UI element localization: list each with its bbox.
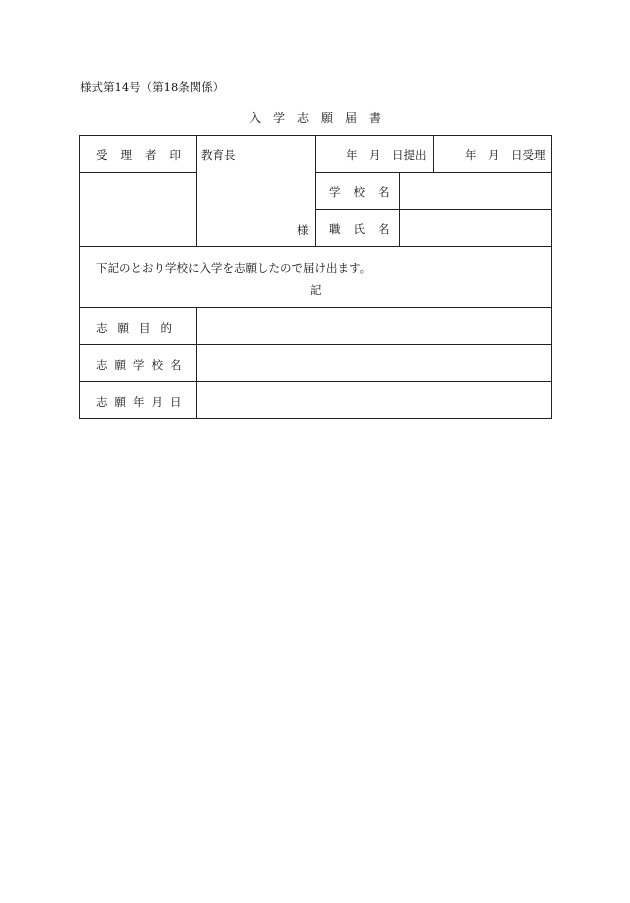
divider-row-2 [79, 381, 552, 382]
target-school-label: 志願学校名 [96, 358, 189, 372]
staff-name-label: 職氏名 [329, 222, 403, 236]
divider-label-column [196, 307, 197, 418]
divider-row-1 [79, 344, 552, 345]
divider-statement [79, 307, 552, 308]
table-border-bottom [79, 418, 552, 419]
purpose-label: 志願目的 [96, 321, 182, 335]
accept-date-label: 年 月 日受理 [465, 148, 546, 162]
receiver-seal-label: 受理者印 [96, 148, 194, 162]
submit-date-label: 年 月 日提出 [346, 148, 427, 162]
divider-top-block [79, 246, 552, 247]
divider-seal [196, 135, 197, 246]
application-date-label: 志願年月日 [96, 395, 189, 409]
divider-school-row [315, 209, 551, 210]
table-border-right [551, 135, 552, 419]
divider-addressee [315, 135, 316, 246]
honorific-label: 様 [297, 223, 309, 237]
ki-marker: 記 [310, 283, 322, 297]
divider-dates [433, 135, 434, 172]
statement-text: 下記のとおり学校に入学を志願したので届け出ます。 [96, 261, 372, 275]
document-title: 入学志願届書 [248, 111, 393, 125]
school-name-label: 学校名 [329, 185, 403, 199]
divider-date-row [315, 172, 551, 173]
addressee-label: 教育長 [201, 148, 236, 162]
table-border-left [79, 135, 80, 419]
form-reference: 様式第14号（第18条関係） [80, 80, 225, 94]
divider-seal-row [79, 172, 196, 173]
